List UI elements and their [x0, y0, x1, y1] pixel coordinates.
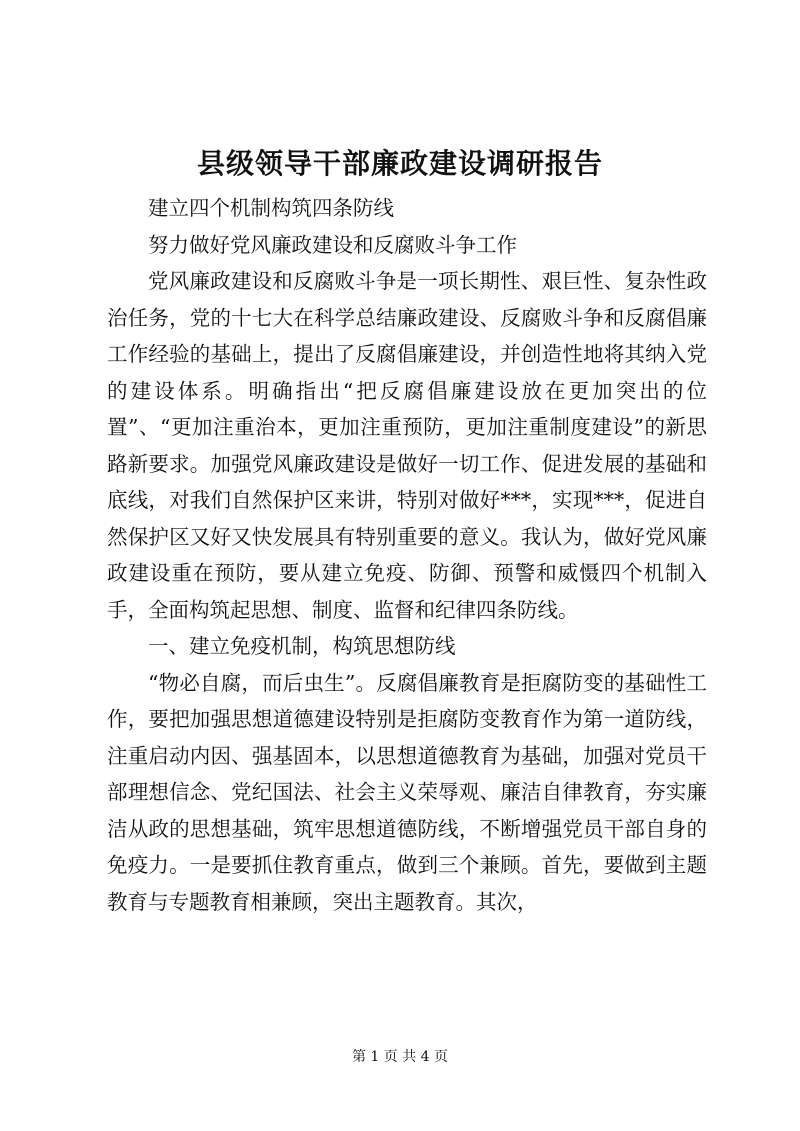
body-paragraph: “物必自腐，而后虫生”。反腐倡廉教育是拒腐防变的基础性工作，要把加强思想道德建设特别是拒腐防变教育作为第一道防线，注重启动内因、强基固本，以思想道德教育为基础，加强对党员干部理想信念、党纪国法、社会主义荣辱观、廉洁自律教育，夯实廉洁从政的思想基础，筑牢思想道德防线，不断增强党员干部自身的免疫力。一是要抓住教育重点，做到三个兼顾。首先，要做到主题教育与专题教育相兼顾，突出主题教育。其次，: [107, 670, 707, 914]
subtitle-line-1: 建立四个机制构筑四条防线: [148, 196, 394, 220]
document-body: [107, 190, 707, 920]
page-footer: 第 1 页 共 4 页: [351, 1049, 449, 1065]
section-heading: 一、建立免疫机制，构筑思想防线: [148, 634, 456, 658]
body-paragraph: 党风廉政建设和反腐败斗争是一项长期性、艰巨性、复杂性政治任务，党的十七大在科学总结廉政建设、反腐败斗争和反腐倡廉工作经验的基础上，提出了反腐倡廉建设，并创造性地将其纳入党的建设体系。明确指出“把反腐倡廉建设放在更加突出的位置”、“更加注重治本，更加注重预防，更加注重制度建设”的新思路新要求。加强党风廉政建设是做好一切工作、促进发展的基础和底线，对我们自然保护区来讲，特别对做好***，实现***，促进自然保护区又好又快发展具有特别重要的意义。我认为，做好党风廉政建设重在预防，要从建立免疫、防御、预警和威慑四个机制入手，全面构筑起思想、制度、监督和纪律四条防线。: [107, 269, 707, 622]
subtitle-line-2: 努力做好党风廉政建设和反腐败斗争工作: [148, 232, 517, 257]
document-title: 县级领导干部廉政建设调研报告: [196, 147, 603, 180]
